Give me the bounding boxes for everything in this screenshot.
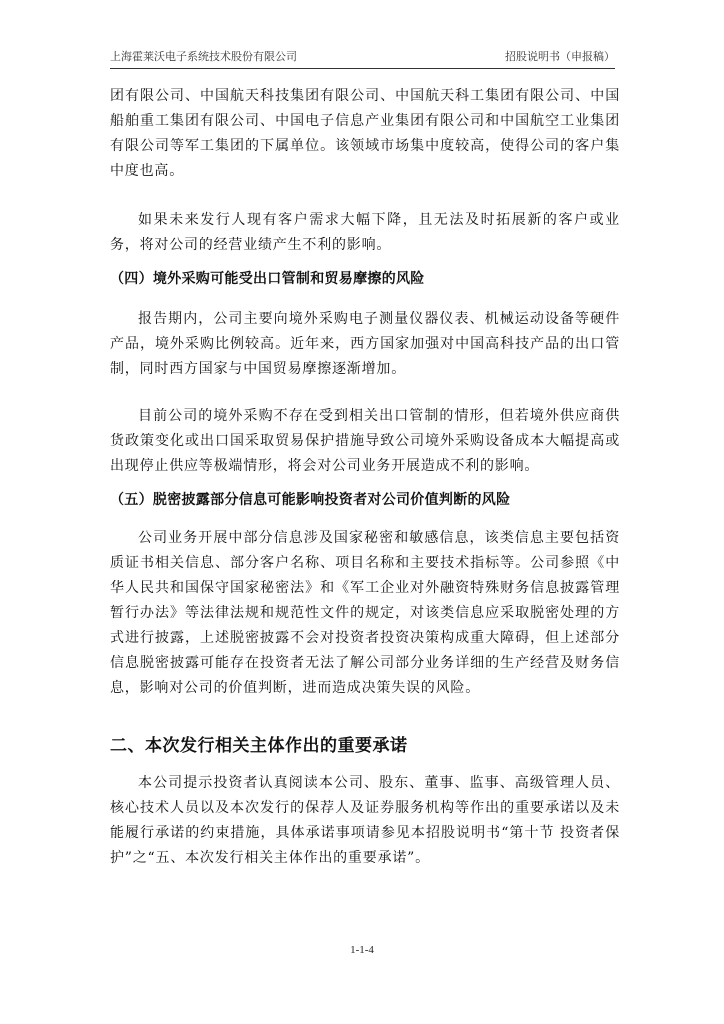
header-company-name: 上海霍莱沃电子系统技术股份有限公司 [110, 50, 297, 63]
paragraph-customer-demand-risk: 如果未来发行人现有客户需求大幅下降，且无法及时拓展新的客户或业务，将对公司的经营业绩产生不利的影响。 [110, 212, 620, 253]
page-header [110, 50, 615, 68]
heading-overseas-procurement-risk: （四）境外采购可能受出口管制和贸易摩擦的风险 [110, 271, 425, 287]
paragraph-export-control: 目前公司的境外采购不存在受到相关出口管制的情形，但若境外供应商供货政策变化或出口国采取贸易保护措施导致公司境外采购设备成本大幅提高或出现停止供应等极端情形，将会对公司业务开展造成不利的影响。 [110, 408, 620, 474]
paragraph-overseas-procurement: 报告期内，公司主要向境外采购电子测量仪器仪表、机械运动设备等硬件产品，境外采购比例较高。近年来，西方国家加强对中国高科技产品的出口管制，同时西方国家与中国贸易摩擦逐渐增加。 [110, 311, 620, 377]
page-number: 1-1-4 [350, 944, 374, 956]
paragraph-customer-concentration: 团有限公司、中国航天科技集团有限公司、中国航天科工集团有限公司、中国船舶重工集团有限公司、中国电子信息产业集团有限公司和中国航空工业集团有限公司等军工集团的下属单位。该领域市场集中度较高，使得公司的客户集中度也高。 [110, 88, 620, 179]
header-document-type: 招股说明书（申报稿） [505, 50, 615, 63]
heading-declassified-disclosure-risk: （五）脱密披露部分信息可能影响投资者对公司价值判断的风险 [110, 492, 511, 508]
header-divider [110, 68, 615, 69]
paragraph-commitments: 本公司提示投资者认真阅读本公司、股东、董事、监事、高级管理人员、核心技术人员以及本次发行的保荐人及证券服务机构等作出的重要承诺以及未能履行承诺的约束措施，具体承诺事项请参见本招股说明书“第十节 投资者保护”之“五、本次发行相关主体作出的重要承诺”。 [110, 775, 620, 866]
section-heading-commitments: 二、本次发行相关主体作出的重要承诺 [110, 736, 408, 756]
paragraph-declassified-disclosure: 公司业务开展中部分信息涉及国家秘密和敏感信息，该类信息主要包括资质证书相关信息、部分客户名称、项目名称和主要技术指标等。公司参照《中华人民共和国保守国家秘密法》和《军工企业对外融资特殊财务信息披露管理暂行办法》等法律法规和规范性文件的规定，对该类信息应采取脱密处理的方式进行披露，上述脱密披露不会对投资者投资决策构成重大障碍，但上述部分信息脱密披露可能存在投资者无法了解公司部分业务详细的生产经营及财务信息，影响对公司的价值判断，进而造成决策失误的风险。 [110, 530, 620, 696]
